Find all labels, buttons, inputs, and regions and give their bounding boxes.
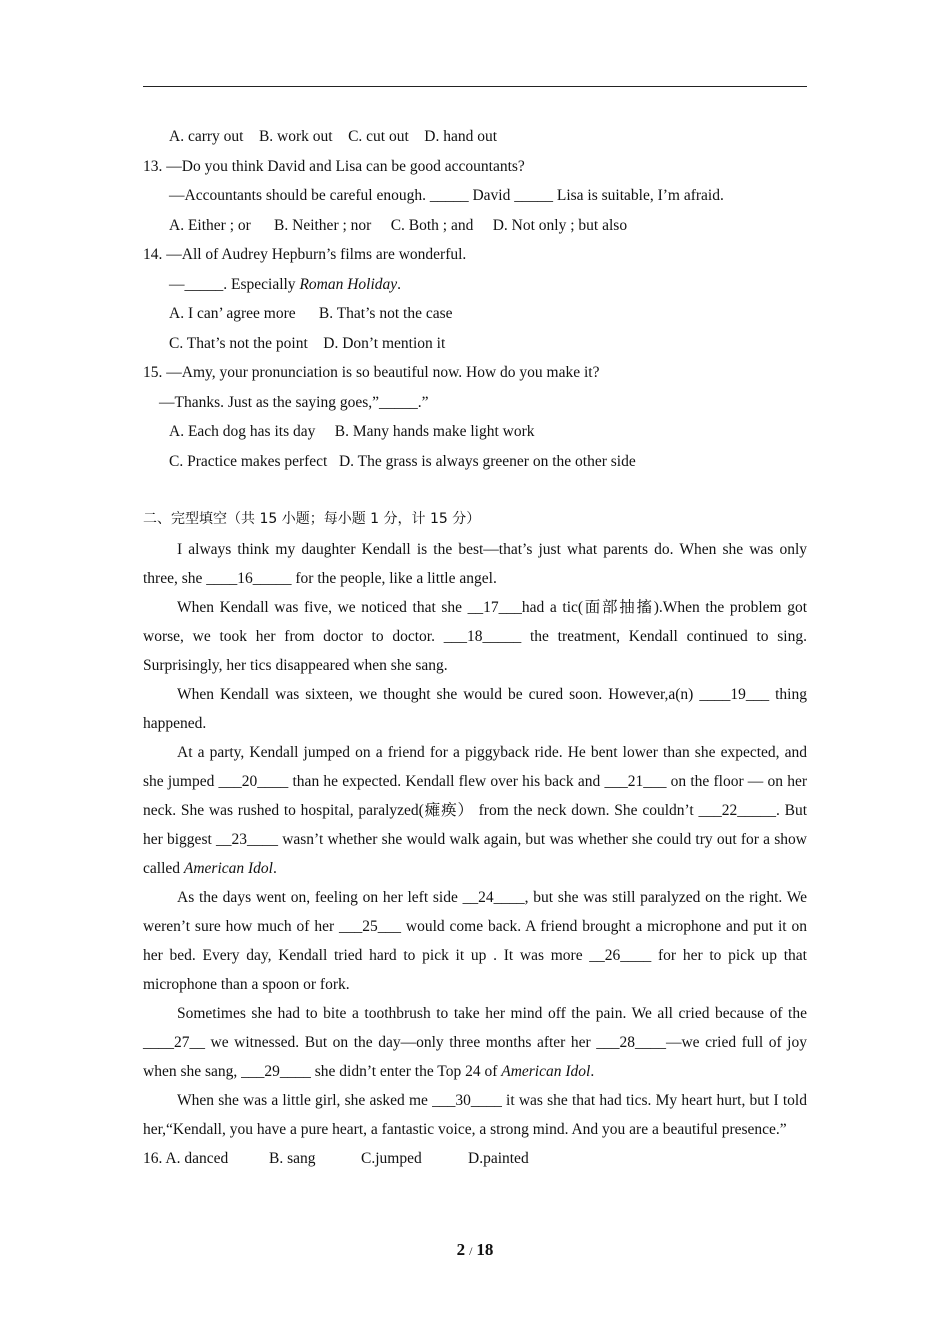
- q12-options: A. carry out B. work out C. cut out D. hand out: [169, 128, 498, 145]
- q14-reply: [143, 270, 807, 300]
- q14-reply-title: Roman Holiday: [299, 275, 398, 293]
- header-rule: [143, 86, 807, 87]
- q14-options-2: C. That’s not the point D. Don’t mention it: [169, 334, 446, 352]
- q13-reply: —Accountants should be careful enough. _____ David _____ Lisa is suitable, I’m afraid.: [169, 187, 724, 204]
- q16-option-d: D.painted: [468, 1149, 529, 1167]
- passage-paragraph-2: When Kendall was five, we noticed that she __17___had a tic(面部抽搐).When the problem got worse, we took her from doctor to doctor. ___18_____ the treatment, Kendall continued to sing. Surprisingly, her tics disappeared when she sang.: [143, 598, 807, 674]
- q16-options: [143, 1144, 807, 1174]
- passage-paragraph-1: I always think my daughter Kendall is the best—that’s just what parents do. When she was only three, she ____16_____ for the people, like a little angel.: [143, 540, 807, 587]
- q14-reply-post: .: [397, 275, 402, 293]
- section-gap: [143, 476, 807, 505]
- q16-option-c: C.jumped: [361, 1149, 422, 1167]
- q16-option-b: B. sang: [269, 1149, 316, 1167]
- p4-end: .: [273, 859, 277, 877]
- passage-paragraph-3: When Kendall was sixteen, we thought she would be cured soon. However,a(n) ____19___ thing happened.: [143, 685, 807, 732]
- p6-end: .: [590, 1062, 595, 1080]
- cloze-passage: [143, 535, 807, 1144]
- q15-question: 15. —Amy, your pronunciation is so beautiful now. How do you make it?: [143, 364, 600, 381]
- q14-options-1: A. I can’ agree more B. That’s not the case: [169, 305, 453, 322]
- page-number: [0, 1240, 950, 1260]
- passage-paragraph-4: [143, 738, 807, 883]
- page-total: 18: [476, 1240, 494, 1259]
- q13-options: A. Either ; or B. Neither ; nor C. Both ; and D. Not only ; but also: [169, 216, 628, 234]
- passage-paragraph-6: [143, 999, 807, 1086]
- q15-reply: —Thanks. Just as the saying goes,”_____.”: [159, 393, 429, 411]
- passage-paragraph-7: When she was a little girl, she asked me ___30____ it was she that had tics. My heart hurt, but I told her,“Kendall, you have a pure heart, a fantastic voice, a strong mind. And you are a beautiful presence.”: [143, 1091, 807, 1138]
- q15-options-1: A. Each dog has its day B. Many hands make light work: [169, 423, 535, 440]
- q14-question: 14. —All of Audrey Hepburn’s films are wonderful.: [143, 246, 467, 263]
- q14-reply-pre: —_____. Especially: [169, 275, 300, 293]
- page-current: 2: [456, 1240, 466, 1259]
- q15-options-2: C. Practice makes perfect D. The grass is always greener on the other side: [169, 452, 636, 470]
- p4-text: At a party, Kendall jumped on a friend for a piggyback ride. He bent lower than she expected, and she jumped ___20____ than he expected. Kendall flew over his back and ___21___ on the floor — on her neck. She was rushed to hospital, paralyzed(瘫痪） from the neck down. She couldn’t ___22_____. But her biggest __23____ wasn’t whether she would walk again, but was whether she could try out for a show called: [143, 743, 807, 877]
- p6-show-title: American Idol: [501, 1062, 591, 1080]
- p4-show-title: American Idol: [183, 859, 273, 877]
- page-content: [143, 122, 807, 1173]
- section2-title: 二、完型填空（共 15 小题；每小题 1 分，计 15 分）: [143, 511, 481, 527]
- q13-question: 13. —Do you think David and Lisa can be good accountants?: [143, 157, 525, 175]
- p6-text: Sometimes she had to bite a toothbrush to take her mind off the pain. We all cried because of the ____27__ we witnessed. But on the day—only three months after her ___28____—we cried full of joy when she sang, ___29____ she didn’t enter the Top 24 of: [143, 1004, 807, 1080]
- page-separator: /: [469, 1244, 473, 1258]
- q16-option-a: 16. A. danced: [143, 1149, 229, 1167]
- passage-paragraph-5: As the days went on, feeling on her left side __24____, but she was still paralyzed on the right. We weren’t sure how much of her ___25___ would come back. A friend brought a microphone and put it on her bed. Every day, Kendall tried hard to pick it up . It was more __26____ for her to pick up that microphone than a spoon or fork.: [143, 888, 807, 993]
